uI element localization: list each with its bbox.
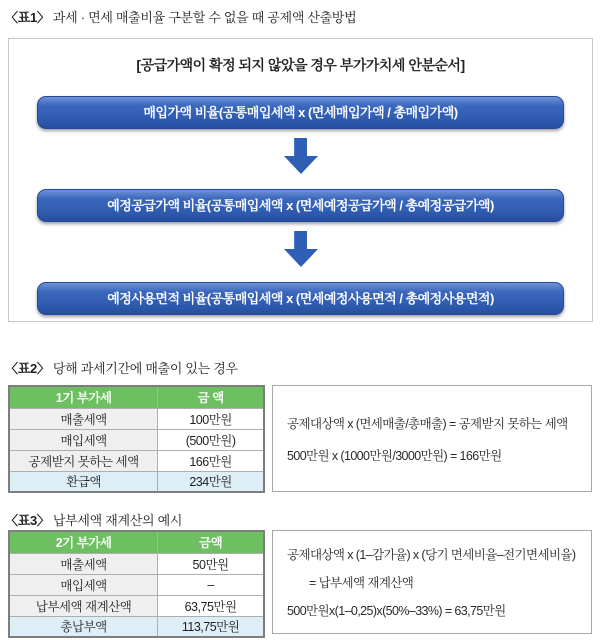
table-row-highlight [9, 471, 264, 492]
table1-heading-tag: 〈표1〉 [5, 10, 50, 25]
table2-heading-tag: 〈표2〉 [5, 361, 50, 376]
row-label: 총납부액 [9, 616, 158, 637]
row-label: 공제받지 못하는 세액 [9, 450, 158, 471]
formula-line: = 납부세액 재계산액 [309, 576, 414, 590]
row-label: 매입세액 [9, 429, 158, 450]
col-header-item: 2기 부가세 [9, 531, 158, 553]
row-value: 234만원 [158, 471, 264, 492]
table-header-row [9, 531, 264, 553]
row-value: 50만원 [158, 553, 264, 574]
table-row [9, 553, 264, 574]
vat-apportion-diagram [8, 38, 593, 322]
down-arrow-head [284, 156, 318, 174]
row-label: 매입세액 [9, 574, 158, 595]
table3-heading-tag: 〈표3〉 [5, 513, 50, 528]
vat-period2-table [8, 530, 265, 638]
vat-period1-table [8, 385, 265, 493]
row-value: (500만원) [158, 429, 264, 450]
row-label: 매출세액 [9, 553, 158, 574]
table2-formula-box [272, 385, 592, 492]
row-value: 63,75만원 [158, 595, 264, 616]
row-value: 166만원 [158, 450, 264, 471]
down-arrow-shaft [294, 138, 307, 156]
col-header-item: 1기 부가세 [9, 386, 158, 408]
row-label: 환급액 [9, 471, 158, 492]
table3-heading-text: 납부세액 재계산의 예시 [52, 513, 183, 528]
table1-heading [5, 7, 356, 26]
row-value: 113,75만원 [158, 616, 264, 637]
step-expected-supply-ratio: 예정공급가액 비율(공통매입세액 x (면세예정공급가액 / 총예정공급가액) [37, 189, 564, 222]
step-expected-area-ratio: 예정사용면적 비율(공통매입세액 x (면세예정사용면적 / 총예정사용면적) [37, 282, 564, 315]
diagram-title: [공급가액이 확정 되지 않았을 경우 부가가치세 안분순서] [136, 57, 465, 73]
table-row-highlight [9, 616, 264, 637]
table-row [9, 450, 264, 471]
table-row [9, 408, 264, 429]
row-label: 매출세액 [9, 408, 158, 429]
row-label: 납부세액 재계산액 [9, 595, 158, 616]
step-purchase-price-ratio: 매입가액 비율(공통매입세액 x (면세매입가액 / 총매입가액) [37, 96, 564, 129]
table-row [9, 429, 264, 450]
down-arrow-head [284, 249, 318, 267]
table3-formula-box [272, 530, 592, 634]
col-header-amount: 금 액 [158, 386, 264, 408]
formula-line: 500만원x(1–0,25)x(50%–33%) = 63,75만원 [287, 604, 506, 618]
col-header-amount: 금액 [158, 531, 264, 553]
row-value: – [158, 574, 264, 595]
table-row [9, 574, 264, 595]
formula-line: 공제대상액 x (1–감가율) x (당기 면세비율–전기면세비율) [287, 548, 576, 562]
formula-line: 500만원 x (1000만원/3000만원) = 166만원 [287, 448, 502, 463]
down-arrow-icon [284, 138, 318, 174]
formula-line: 공제대상액 x (면세매출/총매출) = 공제받지 못하는 세액 [287, 416, 568, 431]
down-arrow-shaft [294, 231, 307, 249]
down-arrow-icon [284, 231, 318, 267]
row-value: 100만원 [158, 408, 264, 429]
table1-heading-text: 과세 · 면세 매출비율 구분할 수 없을 때 공제액 산출방법 [52, 10, 357, 25]
table-row [9, 595, 264, 616]
table3-heading [5, 510, 182, 529]
table-header-row [9, 386, 264, 408]
table2-heading-text: 당해 과세기간에 매출이 있는 경우 [52, 361, 238, 376]
table2-heading [5, 358, 238, 377]
